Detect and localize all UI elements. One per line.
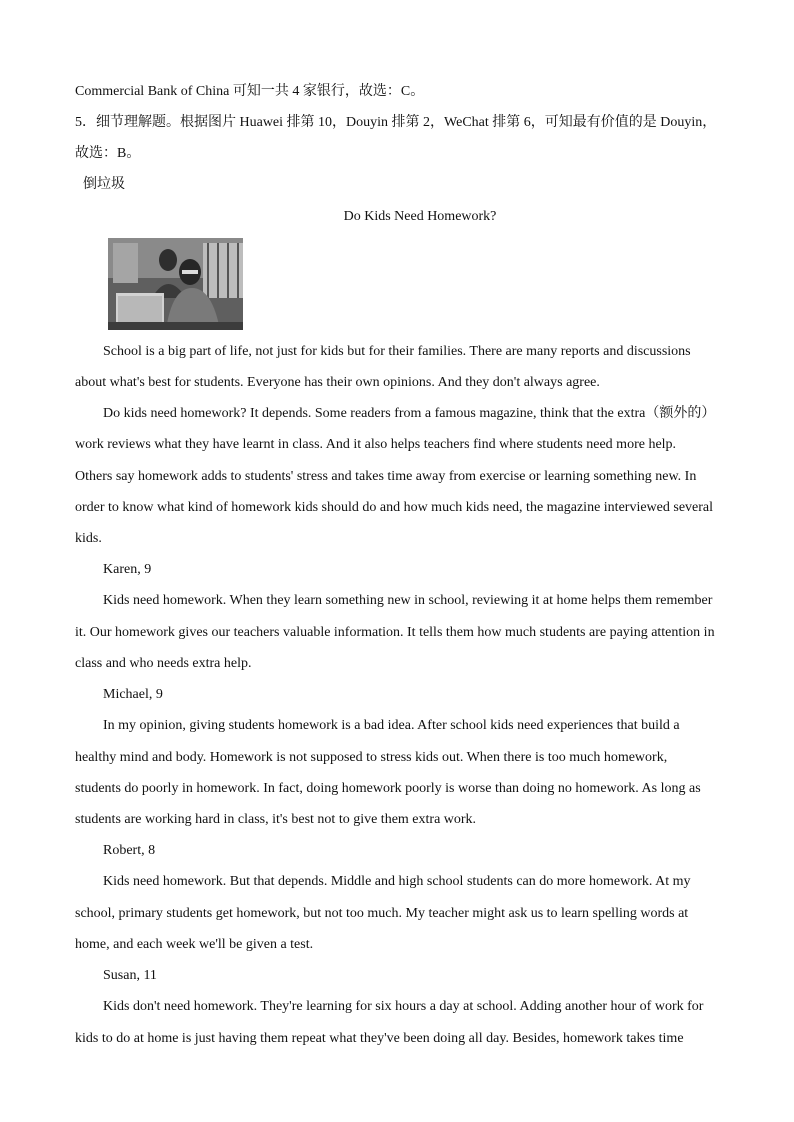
paragraph-1-line-2: about what's best for students. Everyone has their own opinions. And they don't always agree. bbox=[75, 375, 600, 390]
robert-line-3: home, and each week we'll be given a test. bbox=[75, 937, 314, 952]
michael-line-4: students are working hard in class, it's best not to give them extra work. bbox=[75, 812, 477, 827]
paragraph-2-line-2: work reviews what they have learnt in class. And it also helps teachers find where students need more help. bbox=[75, 437, 677, 452]
section-label: 倒垃圾 bbox=[83, 177, 125, 192]
speaker-robert: Robert, 8 bbox=[103, 843, 156, 858]
answer-4-line: Commercial Bank of China 可知一共 4 家银行，故选：C。 bbox=[75, 84, 425, 99]
karen-line-3: class and who needs extra help. bbox=[75, 656, 252, 671]
paragraph-2-line-4: order to know what kind of homework kids should do and how much kids need, the magazine interviewed several bbox=[75, 500, 714, 515]
answer-5-line-1: 5．细节理解题。根据图片 Huawei 排第 10，Douyin 排第 2，WeChat 排第 6，可知最有价值的是 Douyin， bbox=[75, 115, 717, 130]
article-photo bbox=[108, 238, 243, 330]
michael-line-1: In my opinion, giving students homework is a bad idea. After school kids need experiences that build a bbox=[103, 718, 680, 733]
paragraph-2-line-1: Do kids need homework? It depends. Some readers from a famous magazine, think that the extra（额外的） bbox=[103, 406, 716, 421]
susan-line-2: kids to do at home is just having them repeat what they've been doing all day. Besides, homework takes time bbox=[75, 1031, 684, 1046]
speaker-susan: Susan, 11 bbox=[103, 968, 157, 983]
photo-illustration bbox=[108, 238, 243, 330]
susan-line-1: Kids don't need homework. They're learning for six hours a day at school. Adding another hour of work for bbox=[103, 999, 704, 1014]
speaker-karen: Karen, 9 bbox=[103, 562, 152, 577]
speaker-michael: Michael, 9 bbox=[103, 687, 163, 702]
paragraph-2-line-5: kids. bbox=[75, 531, 102, 546]
karen-line-2: it. Our homework gives our teachers valuable information. It tells them how much students are paying attention in bbox=[75, 625, 715, 640]
answer-5-line-2: 故选：B。 bbox=[75, 146, 141, 161]
michael-line-3: students do poorly in homework. In fact, doing homework poorly is worse than doing no homework. As long as bbox=[75, 781, 701, 796]
robert-line-2: school, primary students get homework, but not too much. My teacher might ask us to learn spelling words at bbox=[75, 906, 689, 921]
paragraph-1-line-1: School is a big part of life, not just for kids but for their families. There are many reports and discussions bbox=[103, 344, 691, 359]
article-title: Do Kids Need Homework? bbox=[343, 209, 497, 224]
paragraph-2-line-3: Others say homework adds to students' stress and takes time away from exercise or learning something new. In bbox=[75, 469, 697, 484]
karen-line-1: Kids need homework. When they learn something new in school, reviewing it at home helps them remember bbox=[103, 593, 713, 608]
michael-line-2: healthy mind and body. Homework is not supposed to stress kids out. When there is too much homework, bbox=[75, 750, 668, 765]
robert-line-1: Kids need homework. But that depends. Middle and high school students can do more homework. At my bbox=[103, 874, 691, 889]
